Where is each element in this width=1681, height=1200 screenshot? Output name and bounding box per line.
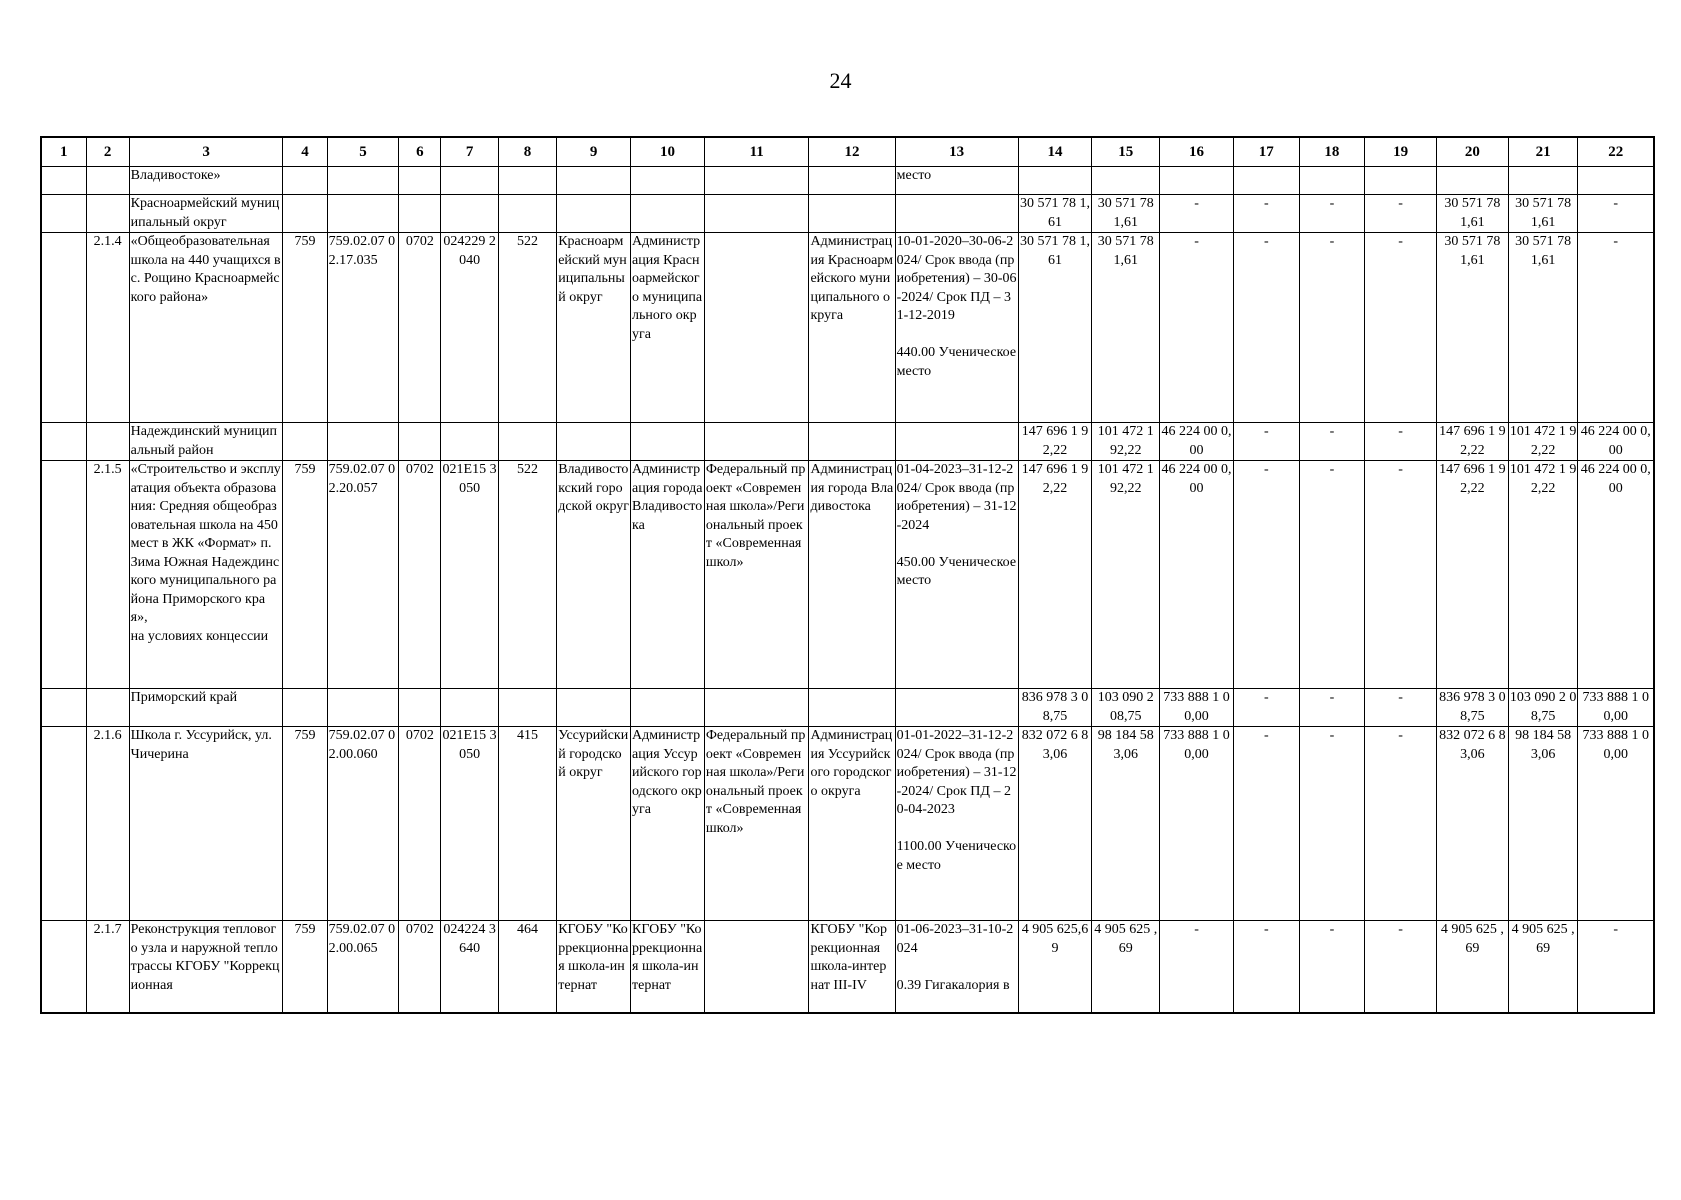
table-cell-col-12: Администрация Красноармейского муниципального округа: [809, 233, 895, 423]
table-cell-col-11: Федеральный проект «Современная школа»/Региональный проект «Современная школ»: [704, 461, 809, 689]
table-cell-col-4: 759: [283, 233, 327, 423]
table-cell-col-11: [704, 423, 809, 461]
table-cell-col-15: [1092, 167, 1160, 195]
table-cell-col-6: 0702: [399, 461, 441, 689]
table-cell-col-14: 30 571 78 1,61: [1018, 195, 1092, 233]
table-cell-col-2: 2.1.7: [86, 921, 129, 1013]
table-cell-col-21: 101 472 1 92,22: [1508, 423, 1578, 461]
table-cell-col-6: [399, 167, 441, 195]
col-header: 16: [1160, 137, 1234, 167]
table-cell-col-22: [1578, 167, 1654, 195]
table-cell-col-19: -: [1365, 423, 1437, 461]
table-cell-col-13: [895, 423, 1018, 461]
col-header: 7: [441, 137, 498, 167]
table-cell-col-11: [704, 689, 809, 727]
table-cell-col-15: 98 184 58 3,06: [1092, 727, 1160, 921]
table-cell-col-7: 024224 3640: [441, 921, 498, 1013]
table-cell-col-6: [399, 689, 441, 727]
table-cell-col-1: [41, 689, 86, 727]
table-cell-col-2: [86, 167, 129, 195]
table-cell-col-5: 759.02.07 02.00.065: [327, 921, 399, 1013]
table-cell-col-13: [895, 689, 1018, 727]
table-cell-col-13: 01-06-2023–31-10-2024 0.39 Гигакалория в: [895, 921, 1018, 1013]
table-cell-col-5: [327, 195, 399, 233]
col-header: 17: [1233, 137, 1299, 167]
table-cell-col-17: -: [1233, 689, 1299, 727]
col-header: 2: [86, 137, 129, 167]
table-cell-col-22: 733 888 1 00,00: [1578, 727, 1654, 921]
table-cell-col-8: 522: [498, 233, 556, 423]
table-cell-col-8: [498, 689, 556, 727]
table-cell-col-14: [1018, 167, 1092, 195]
table-cell-col-3: Надеждинский муниципальный район: [129, 423, 283, 461]
table-cell-col-10: [631, 689, 705, 727]
table-cell-col-13: 10-01-2020–30-06-2024/ Срок ввода (приобретения) – 30-06-2024/ Срок ПД – 31-12-2019 440.00 Ученическое место: [895, 233, 1018, 423]
table-cell-col-14: 836 978 3 08,75: [1018, 689, 1092, 727]
col-header: 12: [809, 137, 895, 167]
table-cell-col-22: -: [1578, 921, 1654, 1013]
col-header: 19: [1365, 137, 1437, 167]
table-cell-col-5: 759.02.07 02.17.035: [327, 233, 399, 423]
table-cell-col-21: 30 571 78 1,61: [1508, 233, 1578, 423]
table-row: [41, 167, 1654, 195]
table-cell-col-3: Владивостоке»: [129, 167, 283, 195]
table-cell-col-12: КГОБУ "Коррекционная школа-интернат III-IV: [809, 921, 895, 1013]
table-cell-col-20: 147 696 1 92,22: [1436, 461, 1508, 689]
table-cell-col-15: 4 905 625 ,69: [1092, 921, 1160, 1013]
table-cell-col-12: Администрация города Владивостока: [809, 461, 895, 689]
table-cell-col-1: [41, 233, 86, 423]
table-cell-col-9: Владивостокский городской округ: [557, 461, 631, 689]
table-cell-col-1: [41, 461, 86, 689]
header-row: [41, 137, 1654, 167]
table-cell-col-4: [283, 423, 327, 461]
table-cell-col-17: -: [1233, 727, 1299, 921]
table-cell-col-10: Администрация Уссурийского городского округа: [631, 727, 705, 921]
table-cell-col-6: [399, 423, 441, 461]
table-cell-col-12: [809, 689, 895, 727]
table-cell-col-1: [41, 727, 86, 921]
table-cell-col-2: [86, 689, 129, 727]
table-cell-col-2: [86, 423, 129, 461]
table-cell-col-19: -: [1365, 727, 1437, 921]
table-cell-col-8: 464: [498, 921, 556, 1013]
table-cell-col-22: 46 224 00 0,00: [1578, 423, 1654, 461]
table-cell-col-18: [1299, 167, 1365, 195]
table-cell-col-3: Реконструкция теплового узла и наружной теплотрассы КГОБУ "Коррекционная: [129, 921, 283, 1013]
table-row: [41, 195, 1654, 233]
table-cell-col-11: [704, 167, 809, 195]
table-cell-col-16: 733 888 1 00,00: [1160, 689, 1234, 727]
table-cell-col-4: 759: [283, 461, 327, 689]
table-cell-col-19: -: [1365, 195, 1437, 233]
table-row: [41, 233, 1654, 423]
table-cell-col-1: [41, 423, 86, 461]
table-cell-col-15: 103 090 2 08,75: [1092, 689, 1160, 727]
table-cell-col-8: [498, 167, 556, 195]
table-cell-col-10: Администрация города Владивостока: [631, 461, 705, 689]
col-header: 10: [631, 137, 705, 167]
table-cell-col-10: КГОБУ "Коррекционная школа-интернат: [631, 921, 705, 1013]
table-cell-col-20: 832 072 6 83,06: [1436, 727, 1508, 921]
table-cell-col-21: 98 184 58 3,06: [1508, 727, 1578, 921]
table-cell-col-17: -: [1233, 195, 1299, 233]
table-cell-col-20: 836 978 3 08,75: [1436, 689, 1508, 727]
col-header: 5: [327, 137, 399, 167]
table-cell-col-4: [283, 689, 327, 727]
table-cell-col-10: [631, 423, 705, 461]
table-cell-col-15: 101 472 1 92,22: [1092, 461, 1160, 689]
table-cell-col-1: [41, 921, 86, 1013]
table-cell-col-14: 147 696 1 92,22: [1018, 423, 1092, 461]
col-header: 20: [1436, 137, 1508, 167]
col-header: 21: [1508, 137, 1578, 167]
table-cell-col-7: 021E15 3050: [441, 461, 498, 689]
table-cell-col-4: 759: [283, 727, 327, 921]
table-cell-col-16: 733 888 1 00,00: [1160, 727, 1234, 921]
table-cell-col-3: Школа г. Уссурийск, ул. Чичерина: [129, 727, 283, 921]
table-cell-col-21: 103 090 2 08,75: [1508, 689, 1578, 727]
table-cell-col-17: -: [1233, 233, 1299, 423]
table-cell-col-2: 2.1.6: [86, 727, 129, 921]
table-cell-col-21: 30 571 78 1,61: [1508, 195, 1578, 233]
table-cell-col-8: [498, 423, 556, 461]
table-cell-col-2: [86, 195, 129, 233]
table-cell-col-17: -: [1233, 461, 1299, 689]
table-cell-col-20: 147 696 1 92,22: [1436, 423, 1508, 461]
table-cell-col-6: [399, 195, 441, 233]
table-cell-col-9: Красноармейский муниципальный округ: [557, 233, 631, 423]
table-cell-col-22: 733 888 1 00,00: [1578, 689, 1654, 727]
table-cell-col-18: -: [1299, 461, 1365, 689]
table-cell-col-21: [1508, 167, 1578, 195]
table-cell-col-16: 46 224 00 0,00: [1160, 461, 1234, 689]
table-cell-col-12: [809, 423, 895, 461]
table-cell-col-6: 0702: [399, 921, 441, 1013]
table-cell-col-7: [441, 689, 498, 727]
table-cell-col-14: 832 072 6 83,06: [1018, 727, 1092, 921]
table-cell-col-5: [327, 423, 399, 461]
table-cell-col-5: [327, 167, 399, 195]
table-cell-col-1: [41, 167, 86, 195]
col-header: 14: [1018, 137, 1092, 167]
table-cell-col-16: [1160, 167, 1234, 195]
table-cell-col-7: [441, 195, 498, 233]
table-cell-col-21: 101 472 1 92,22: [1508, 461, 1578, 689]
table-cell-col-15: 30 571 78 1,61: [1092, 233, 1160, 423]
col-header: 22: [1578, 137, 1654, 167]
table-cell-col-18: -: [1299, 233, 1365, 423]
table-cell-col-3: Красноармейский муниципальный округ: [129, 195, 283, 233]
col-header: 15: [1092, 137, 1160, 167]
table-cell-col-9: [557, 195, 631, 233]
table-cell-col-11: Федеральный проект «Современная школа»/Региональный проект «Современная школ»: [704, 727, 809, 921]
table-cell-col-2: 2.1.5: [86, 461, 129, 689]
table-cell-col-13: 01-01-2022–31-12-2024/ Срок ввода (приобретения) – 31-12-2024/ Срок ПД – 20-04-2023 1100.00 Ученическое место: [895, 727, 1018, 921]
table-cell-col-4: [283, 167, 327, 195]
table-body: [41, 167, 1654, 1013]
table-cell-col-21: 4 905 625 ,69: [1508, 921, 1578, 1013]
table-cell-col-8: [498, 195, 556, 233]
table-cell-col-7: [441, 423, 498, 461]
table-cell-col-12: Администрация Уссурийского городского округа: [809, 727, 895, 921]
table-cell-col-14: 30 571 78 1,61: [1018, 233, 1092, 423]
table-cell-col-19: -: [1365, 689, 1437, 727]
col-header: 18: [1299, 137, 1365, 167]
table-row: [41, 461, 1654, 689]
table-cell-col-22: -: [1578, 233, 1654, 423]
table-cell-col-20: 30 571 78 1,61: [1436, 195, 1508, 233]
table-cell-col-14: 4 905 625,69: [1018, 921, 1092, 1013]
table-cell-col-7: 024229 2040: [441, 233, 498, 423]
table-row: [41, 689, 1654, 727]
table-cell-col-19: -: [1365, 233, 1437, 423]
table-cell-col-19: -: [1365, 461, 1437, 689]
table-cell-col-18: -: [1299, 921, 1365, 1013]
table-cell-col-3: «Общеобразовательная школа на 440 учащихся в с. Рощино Красноармейского района»: [129, 233, 283, 423]
col-header: 3: [129, 137, 283, 167]
page-number: 24: [829, 68, 852, 93]
table-cell-col-10: [631, 167, 705, 195]
table-cell-col-11: [704, 921, 809, 1013]
table-cell-col-11: [704, 233, 809, 423]
table-cell-col-9: [557, 423, 631, 461]
table-cell-col-17: -: [1233, 423, 1299, 461]
table-cell-col-7: [441, 167, 498, 195]
table-cell-col-10: Администрация Красноармейского муниципального округа: [631, 233, 705, 423]
col-header: 9: [557, 137, 631, 167]
table-cell-col-7: 021E15 3050: [441, 727, 498, 921]
table-cell-col-13: 01-04-2023–31-12-2024/ Срок ввода (приобретения) – 31-12-2024 450.00 Ученическое место: [895, 461, 1018, 689]
table-row: [41, 423, 1654, 461]
table-cell-col-9: КГОБУ "Коррекционная школа-интернат: [557, 921, 631, 1013]
col-header: 1: [41, 137, 86, 167]
table-cell-col-14: 147 696 1 92,22: [1018, 461, 1092, 689]
table-cell-col-3: Приморский край: [129, 689, 283, 727]
table-cell-col-8: 522: [498, 461, 556, 689]
table-cell-col-18: -: [1299, 727, 1365, 921]
table-row: [41, 921, 1654, 1013]
table-cell-col-6: 0702: [399, 727, 441, 921]
table-cell-col-22: -: [1578, 195, 1654, 233]
table-cell-col-19: -: [1365, 921, 1437, 1013]
table-cell-col-5: 759.02.07 02.20.057: [327, 461, 399, 689]
table-cell-col-20: 30 571 78 1,61: [1436, 233, 1508, 423]
table-cell-col-12: [809, 195, 895, 233]
table-cell-col-22: 46 224 00 0,00: [1578, 461, 1654, 689]
col-header: 11: [704, 137, 809, 167]
table-cell-col-9: [557, 689, 631, 727]
table-cell-col-13: место: [895, 167, 1018, 195]
table-cell-col-4: [283, 195, 327, 233]
table-cell-col-12: [809, 167, 895, 195]
table-row: [41, 727, 1654, 921]
table-cell-col-10: [631, 195, 705, 233]
table-cell-col-6: 0702: [399, 233, 441, 423]
table-cell-col-18: -: [1299, 195, 1365, 233]
col-header: 4: [283, 137, 327, 167]
table-cell-col-1: [41, 195, 86, 233]
table-cell-col-13: [895, 195, 1018, 233]
table-cell-col-2: 2.1.4: [86, 233, 129, 423]
table-cell-col-19: [1365, 167, 1437, 195]
table-cell-col-20: 4 905 625 ,69: [1436, 921, 1508, 1013]
table-cell-col-9: Уссурийский городской округ: [557, 727, 631, 921]
table-cell-col-17: [1233, 167, 1299, 195]
table-cell-col-16: -: [1160, 233, 1234, 423]
col-header: 6: [399, 137, 441, 167]
table-cell-col-11: [704, 195, 809, 233]
table-cell-col-15: 30 571 78 1,61: [1092, 195, 1160, 233]
budget-table: [40, 136, 1655, 1014]
table-cell-col-3: «Строительство и эксплуатация объекта образования: Средняя общеобразовательная школа на 450 мест в ЖК «Формат» п. Зима Южная Надеждинского муниципального района Приморского края», на условиях концессии: [129, 461, 283, 689]
table-cell-col-16: -: [1160, 195, 1234, 233]
table-cell-col-20: [1436, 167, 1508, 195]
table-cell-col-5: [327, 689, 399, 727]
table-cell-col-15: 101 472 1 92,22: [1092, 423, 1160, 461]
table-cell-col-18: -: [1299, 689, 1365, 727]
table-cell-col-16: 46 224 00 0,00: [1160, 423, 1234, 461]
col-header: 8: [498, 137, 556, 167]
table-cell-col-8: 415: [498, 727, 556, 921]
table-cell-col-9: [557, 167, 631, 195]
table-cell-col-5: 759.02.07 02.00.060: [327, 727, 399, 921]
col-header: 13: [895, 137, 1018, 167]
table-cell-col-18: -: [1299, 423, 1365, 461]
table-cell-col-4: 759: [283, 921, 327, 1013]
table-cell-col-16: -: [1160, 921, 1234, 1013]
table-cell-col-17: -: [1233, 921, 1299, 1013]
